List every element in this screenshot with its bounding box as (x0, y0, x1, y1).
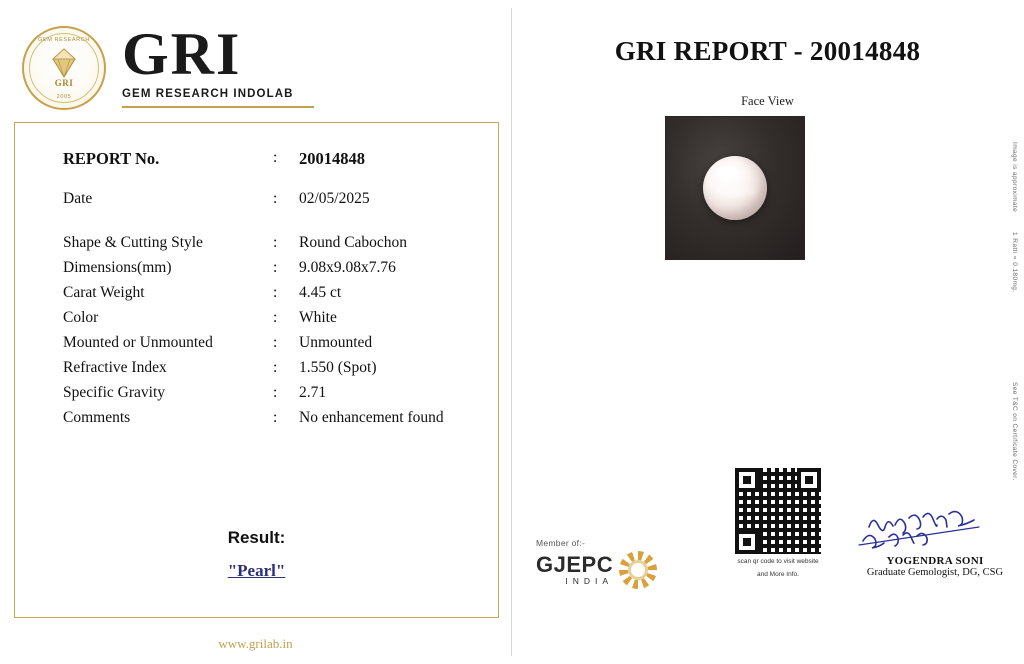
row-value: 4.45 ct (299, 283, 342, 301)
member-of-label: Member of:- (536, 538, 586, 548)
signer-title: Graduate Gemologist, DG, CSG (866, 567, 1004, 578)
pearl-luster-band (715, 188, 757, 196)
row-value: 2.71 (299, 383, 327, 401)
member-block (536, 538, 726, 589)
logo-subtitle: GEM RESEARCH INDOLAB (122, 88, 294, 100)
row-label: Dimensions(mm) (63, 258, 172, 276)
logo-underline (122, 106, 314, 108)
row-colon: : (273, 148, 278, 166)
side-note-scale: 1 Ratti = 0.180mg. (1011, 232, 1018, 293)
row-label: Date (63, 190, 93, 207)
gri-seal-icon (22, 26, 106, 110)
row-colon: : (273, 308, 278, 326)
row-value: Round Cabochon (299, 233, 408, 251)
row-value: Unmounted (299, 333, 373, 351)
qr-caption-line1: scan qr code to visit website (737, 558, 819, 565)
row-label: REPORT No. (63, 148, 160, 168)
row-colon: : (273, 358, 278, 376)
row-label: Shape & Cutting Style (63, 233, 203, 251)
logo-title: GRI (122, 21, 242, 87)
pearl-highlight (717, 166, 739, 180)
row-value: 20014848 (299, 148, 365, 168)
gjepc-logo (536, 551, 726, 589)
gjepc-country: INDIA (565, 576, 614, 586)
row-colon: : (273, 233, 278, 251)
table-row (63, 330, 444, 355)
qr-eye-bottom-left (735, 530, 759, 554)
details-table (63, 145, 444, 430)
page-title: GRI REPORT - 20014848 (614, 36, 921, 66)
signature-image (851, 505, 1019, 551)
row-value: 02/05/2025 (299, 190, 370, 207)
seal-mid-label: GRI (54, 78, 74, 88)
table-row (63, 305, 444, 330)
side-note-image: Image is approximate (1011, 142, 1018, 213)
row-colon: : (273, 258, 278, 276)
handwritten-signature-icon (851, 505, 1019, 551)
gem-icon (51, 48, 77, 78)
face-view-label: Face View (741, 94, 794, 108)
qr-eye-top-left (735, 468, 759, 492)
gjepc-text (536, 554, 613, 586)
row-colon: : (273, 383, 278, 401)
row-value: 1.550 (Spot) (299, 358, 377, 376)
qr-caption-line2: and More Info. (757, 570, 799, 578)
result-block (15, 528, 498, 581)
details-box (14, 122, 499, 618)
signer-name: YOGENDRA SONI (886, 555, 984, 567)
seal-bottom-label: 2005 (56, 94, 72, 100)
result-label: Result: (227, 528, 286, 547)
row-label: Mounted or Unmounted (63, 333, 213, 351)
row-colon: : (273, 333, 278, 351)
gjepc-name: GJEPC (536, 552, 614, 577)
table-row (63, 380, 444, 405)
side-note-terms: See T&C on Certificate Cover. (1011, 382, 1018, 481)
table-row (63, 405, 444, 430)
table-row (63, 255, 444, 280)
right-panel (511, 0, 1024, 664)
left-panel (0, 0, 511, 664)
table-row (63, 187, 444, 231)
row-label: Refractive Index (63, 358, 167, 376)
table-row (63, 280, 444, 305)
table-row (63, 145, 444, 187)
row-value: 9.08x9.08x7.76 (299, 258, 396, 276)
gjepc-emblem-icon (619, 551, 657, 589)
row-value: No enhancement found (299, 408, 444, 426)
pearl-image (703, 156, 767, 220)
row-value: White (299, 308, 337, 326)
table-row (63, 230, 444, 255)
qr-eye-top-right (797, 468, 821, 492)
seal-top-label: GEM RESEARCH (38, 37, 90, 43)
signature-block (851, 505, 1019, 578)
row-colon: : (273, 190, 278, 207)
qr-block[interactable] (718, 468, 838, 579)
row-label: Specific Gravity (63, 383, 166, 401)
qr-code-icon[interactable] (735, 468, 821, 554)
row-label: Carat Weight (63, 283, 145, 301)
row-label: Color (63, 308, 99, 326)
gem-photo (665, 116, 805, 260)
row-colon: : (273, 283, 278, 301)
logo-text-block (122, 22, 322, 100)
gri-logo (22, 22, 322, 107)
row-colon: : (273, 408, 278, 426)
row-label: Comments (63, 408, 131, 426)
table-row (63, 355, 444, 380)
website-link[interactable]: www.grilab.in (218, 636, 293, 651)
result-value: "Pearl" (227, 561, 286, 580)
